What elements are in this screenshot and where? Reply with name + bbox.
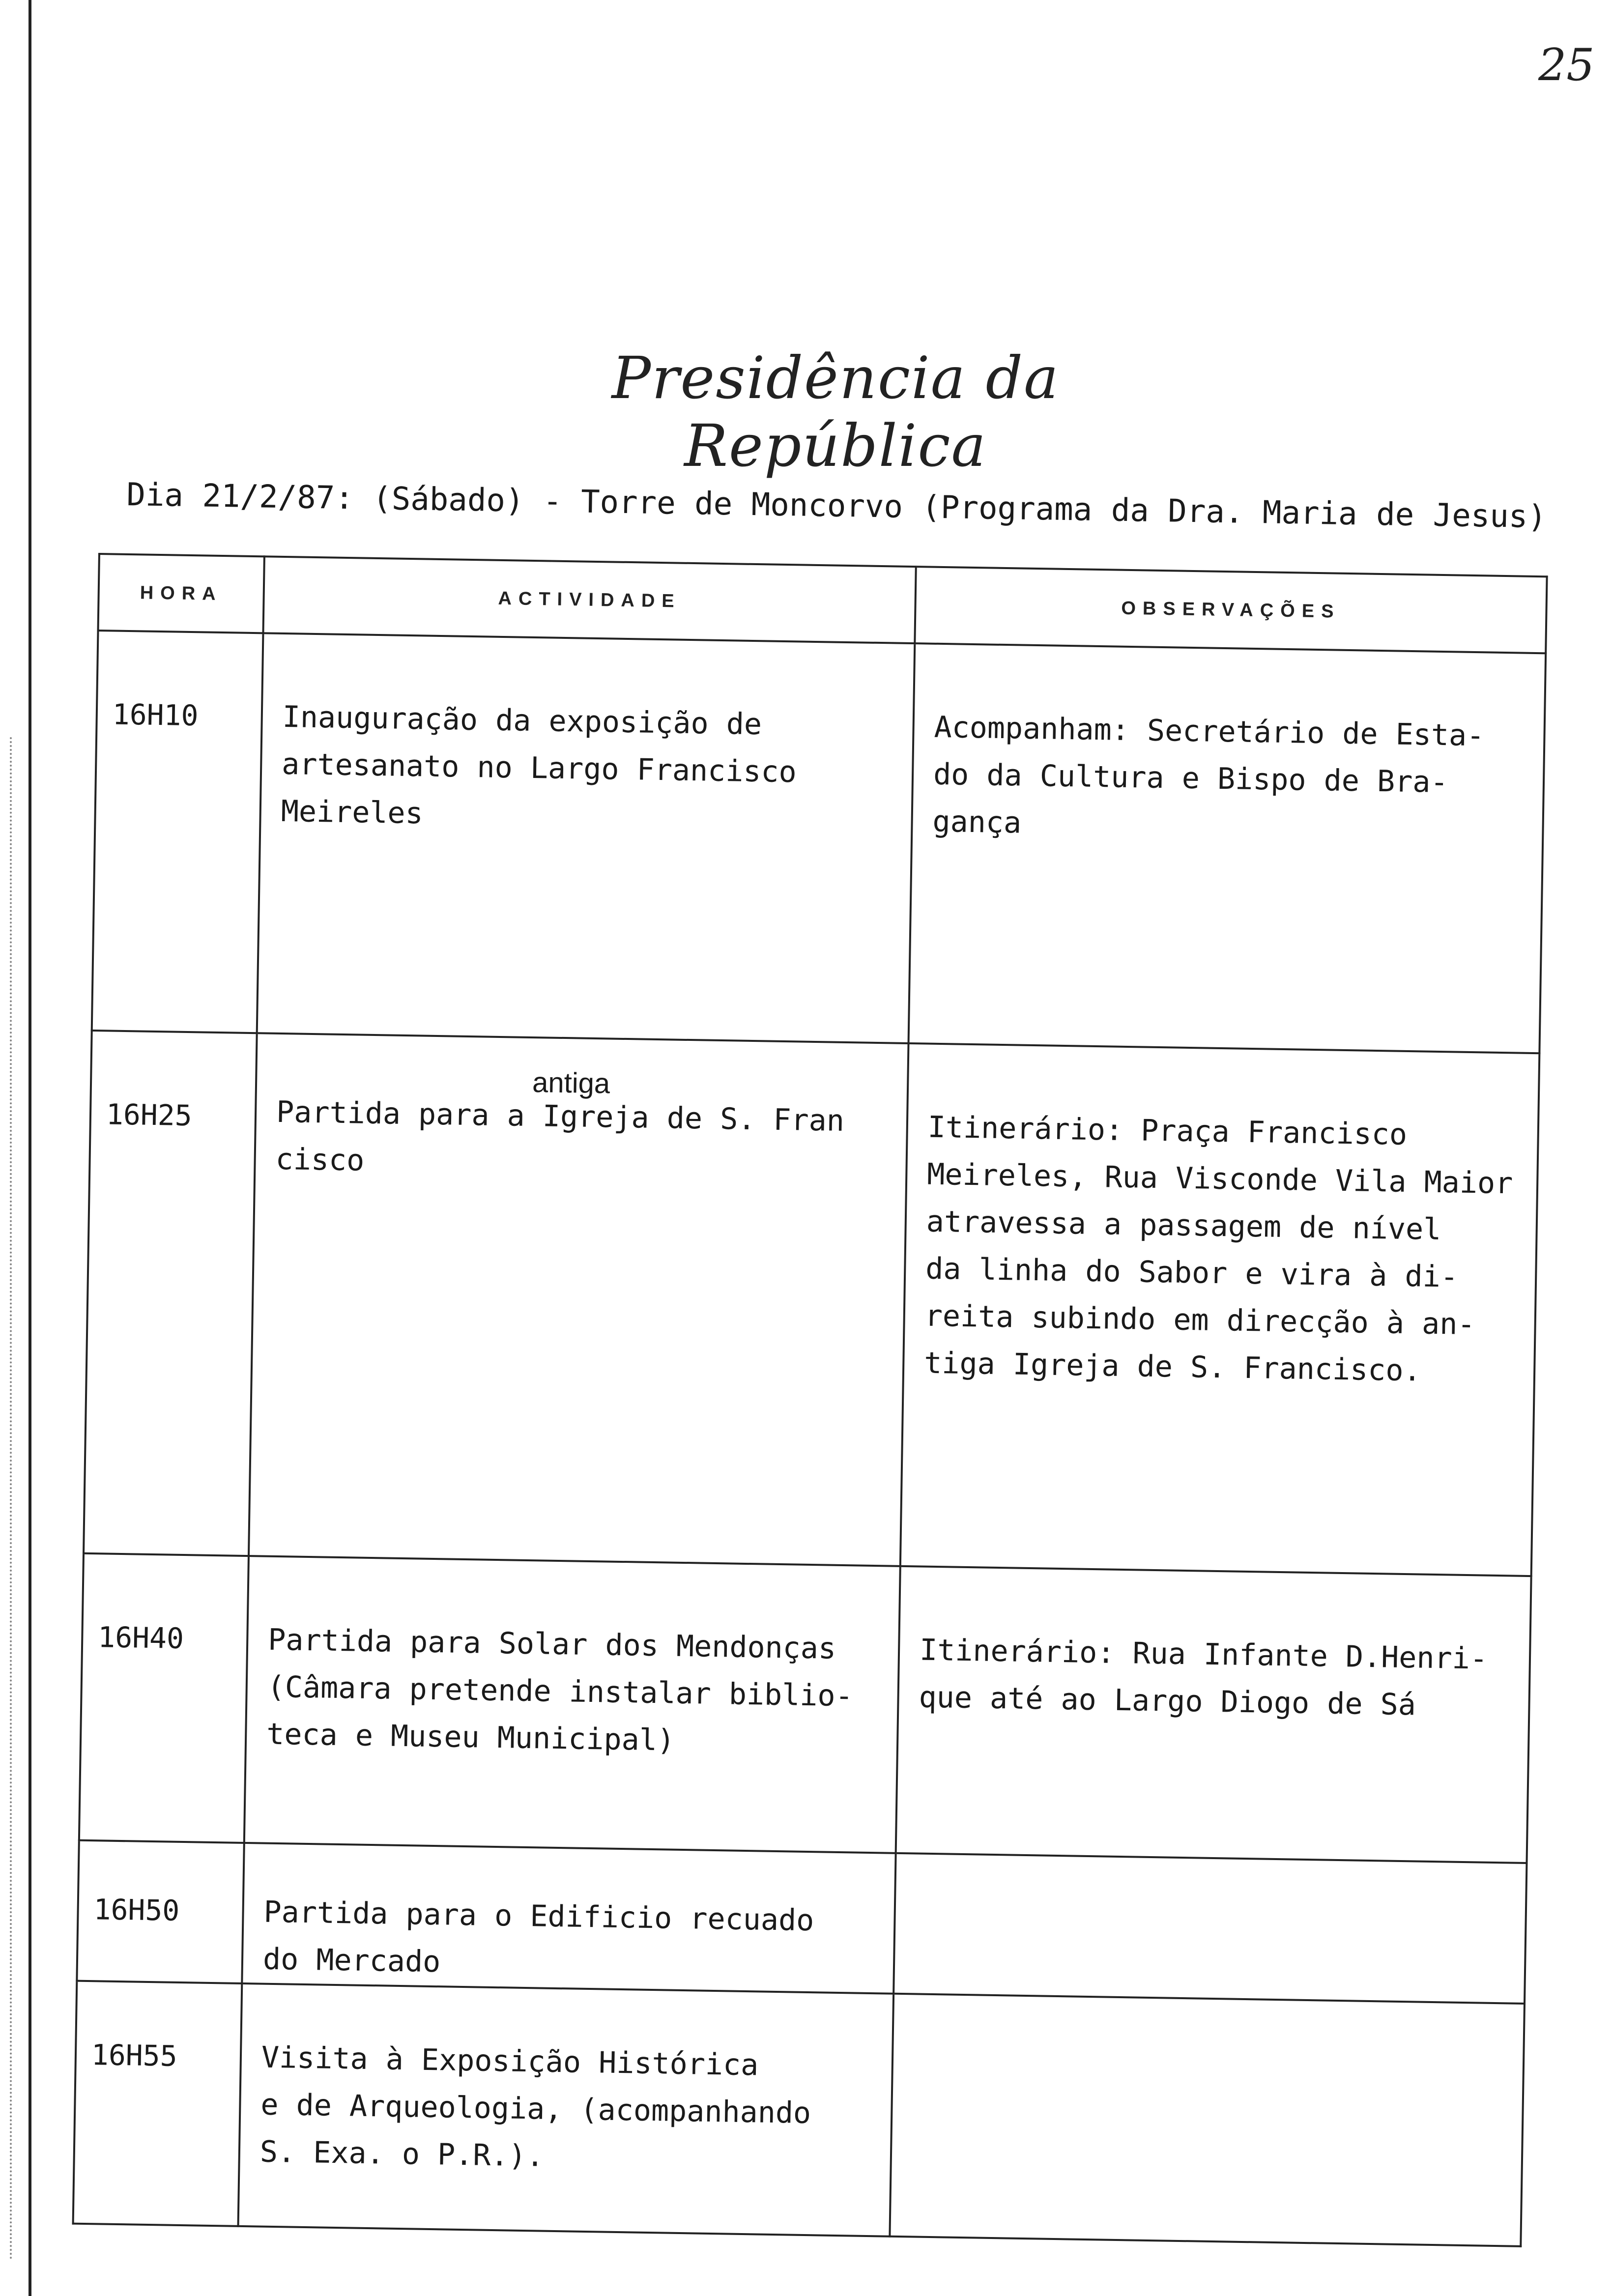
actividade-cell xyxy=(238,1983,894,2237)
hora-cell: 16H25 xyxy=(84,1031,257,1556)
actividade-text: Inauguração da exposição de artesanato no Largo Francisco Meireles xyxy=(281,699,797,831)
actividade-text: Partida para Solar dos Mendonças (Câmara pretende instalar biblio- teca e Museu Municipal) xyxy=(266,1622,854,1758)
actividade-cell xyxy=(257,633,915,1043)
schedule-table xyxy=(72,553,1548,2247)
observacoes-cell xyxy=(890,1994,1525,2246)
header-hora: HORA xyxy=(98,554,264,633)
actividade-cell xyxy=(242,1843,895,1994)
letterhead: Presidência da República xyxy=(611,344,1060,480)
hora-cell: 16H50 xyxy=(77,1840,244,1983)
hora-cell: 16H55 xyxy=(73,1981,242,2226)
observacoes-text: Itinerário: Rua Infante D.Henri- que até ao Largo Diogo de Sá xyxy=(919,1633,1488,1722)
inserted-word: antiga xyxy=(532,1066,610,1100)
binding-dots xyxy=(10,737,14,2261)
actividade-cell xyxy=(244,1556,900,1853)
table-row xyxy=(73,1981,1525,2246)
actividade-text: Visita à Exposição Histórica e de Arqueologia, (acompanhando S. Exa. o P.R.). xyxy=(259,2040,811,2174)
hora-cell: 16H40 xyxy=(79,1553,249,1843)
observacoes-text: Acompanham: Secretário de Esta- do da Cultura e Bispo de Bra- gança xyxy=(932,710,1485,840)
actividade-cell xyxy=(249,1033,909,1566)
page-number: 25 xyxy=(1538,39,1595,91)
document-title: Dia 21/2/87: (Sábado) - Torre de Moncorvo (Programa da Dra. Maria de Jesus) xyxy=(126,477,1547,536)
observacoes-cell xyxy=(896,1566,1531,1863)
actividade-text: Partida para o Edificio recuado do Mercado xyxy=(262,1894,814,1980)
observacoes-text: Itinerário: Praça Francisco Meireles, Rua Visconde Vila Maior atravessa a passagem de nível da linha do Sabor e vira à di- reita subindo em direcção à an- tiga Igreja de S. Francisco. xyxy=(923,1110,1513,1388)
binding-edge xyxy=(29,0,31,2296)
table-row xyxy=(84,1031,1539,1576)
actividade-text: Partida para a Igreja de S. Fran cisco xyxy=(275,1094,845,1178)
table-row xyxy=(79,1553,1531,1863)
hora-cell: 16H10 xyxy=(92,631,263,1033)
table-row xyxy=(77,1840,1526,2004)
observacoes-cell xyxy=(909,643,1546,1053)
observacoes-cell xyxy=(893,1853,1526,2004)
table-row xyxy=(92,631,1546,1053)
header-observacoes: OBSERVAÇÕES xyxy=(915,567,1547,653)
observacoes-cell xyxy=(900,1043,1540,1576)
header-actividade: ACTIVIDADE xyxy=(263,556,916,643)
